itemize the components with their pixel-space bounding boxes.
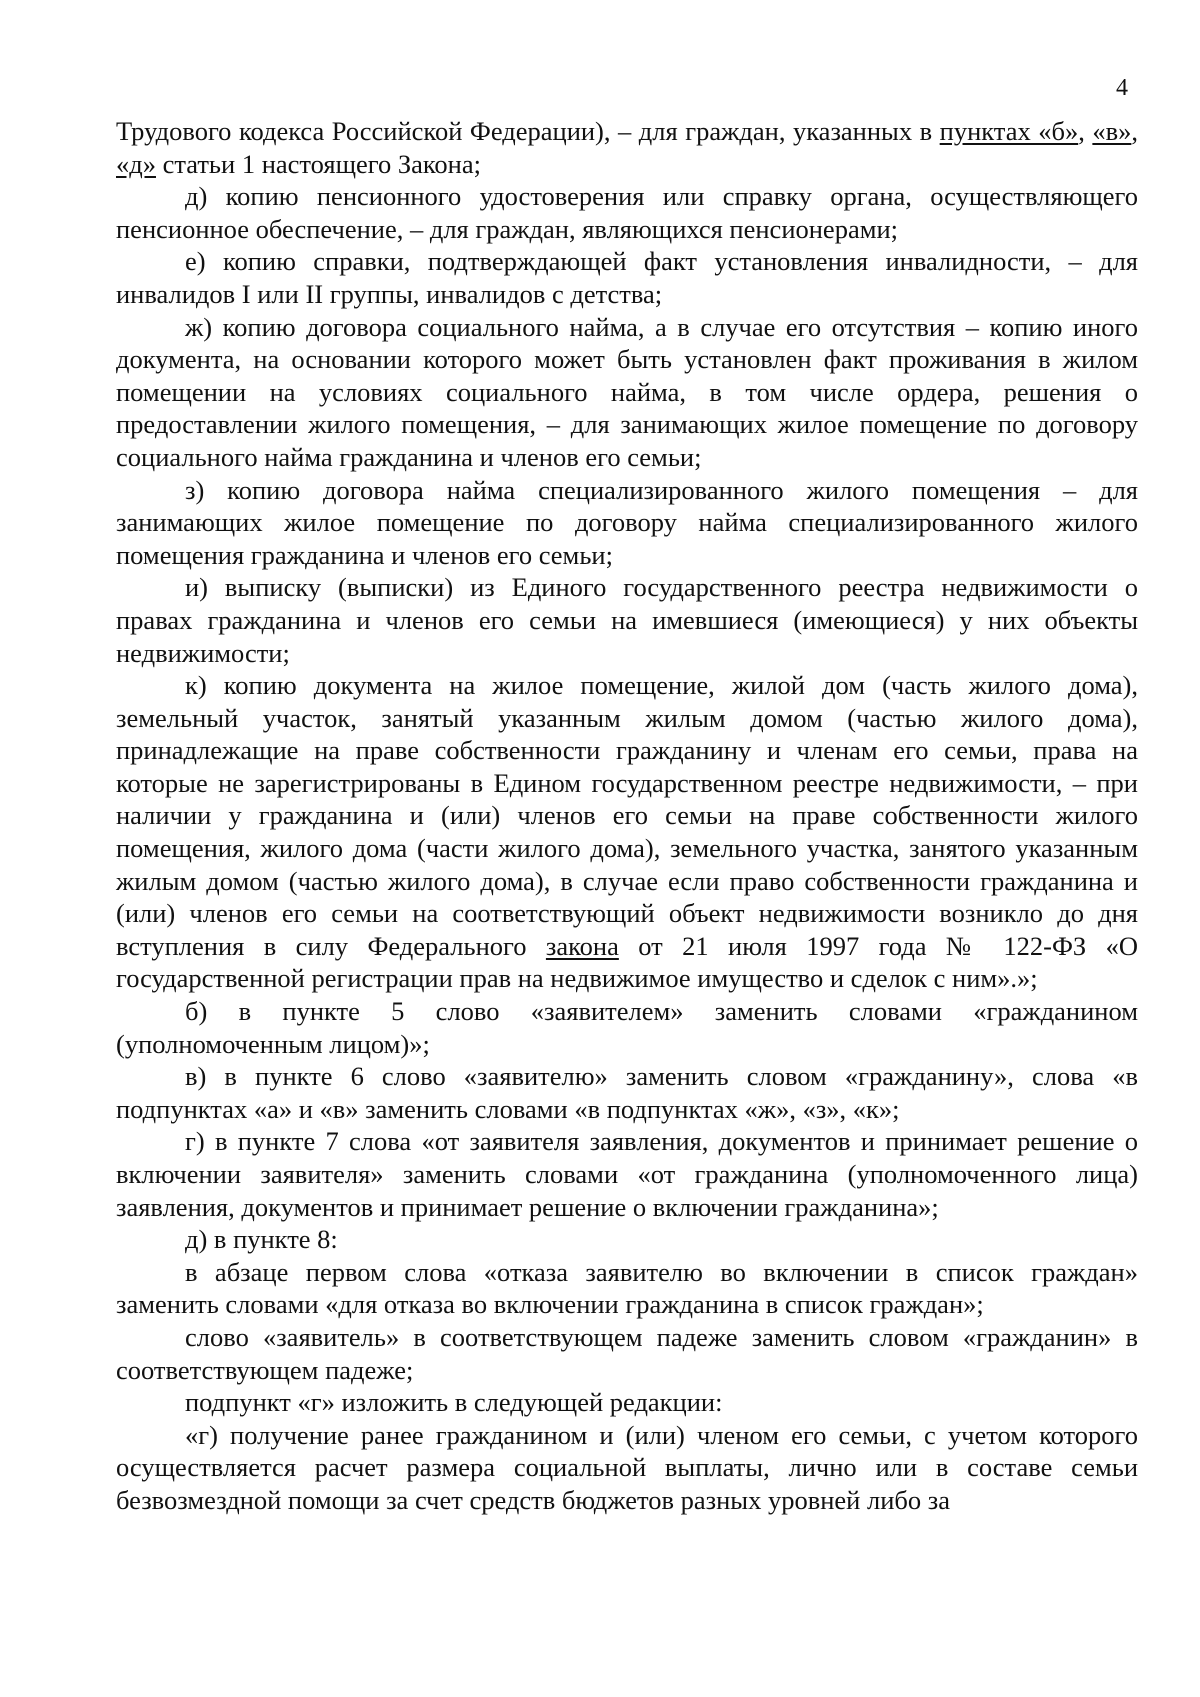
document-body xyxy=(116,115,1138,1517)
page-number: 4 xyxy=(1116,75,1128,101)
paragraph xyxy=(116,1256,1138,1321)
paragraph-text: , xyxy=(1131,116,1139,146)
paragraph xyxy=(116,311,1138,474)
legal-reference-link[interactable]: закона xyxy=(545,930,619,961)
paragraph xyxy=(116,1060,1138,1125)
paragraph-text: б) в пункте 5 слово «заявителем» заменить словами «гражданином (уполномоченным лицом)»; xyxy=(116,996,1138,1059)
paragraph xyxy=(116,245,1138,310)
paragraph xyxy=(116,1321,1138,1386)
paragraph xyxy=(116,571,1138,669)
paragraph-text: подпункт «г» изложить в следующей редакции: xyxy=(185,1387,723,1418)
paragraph xyxy=(116,1419,1138,1517)
paragraph-text: статьи 1 настоящего Закона; xyxy=(155,148,481,179)
paragraph xyxy=(116,115,1138,180)
legal-reference-link[interactable]: «в» xyxy=(1092,116,1132,146)
paragraph xyxy=(116,669,1138,995)
paragraph-text: «г) получение ранее гражданином и (или) членом его семьи, с учетом которого осуществляется расчет размера социальной выплаты, лично или в составе семьи безвозмездной помощи за счет средств бюджетов разных уровней либо за xyxy=(116,1419,1138,1515)
paragraph-text: е) копию справки, подтверждающей факт установления инвалидности, – для инвалидов I или II группы, инвалидов с детства; xyxy=(116,246,1138,309)
paragraph-text: к) копию документа на жилое помещение, жилой дом (часть жилого дома), земельный участок, занятый указанным жилым домом (частью жилого дома), принадлежащие на праве собственности гражданину и членам его семьи, права на которые не зарегистрированы в Едином государственном реестре недвижимости, – при наличии у гражданина и (или) членов его семьи на праве собственности жилого помещения, жилого дома (части жилого дома), земельного участка, занятого указанным жилым домом (частью жилого дома), в случае если право собственности гражданина и (или) членов его семьи на соответствующий объект недвижимости возникло до дня вступления в силу Федерального xyxy=(116,670,1138,961)
paragraph-text: , xyxy=(1078,116,1093,146)
paragraph-text: слово «заявитель» в соответствующем падеже заменить словом «гражданин» в соответствующем падеже; xyxy=(116,1321,1138,1385)
paragraph-text: в абзаце первом слова «отказа заявителю во включении в список граждан» заменить словами «для отказа во включении гражданина в список граждан»; xyxy=(116,1256,1138,1320)
legal-reference-link[interactable]: «д» xyxy=(116,148,156,179)
paragraph xyxy=(116,1125,1138,1223)
paragraph xyxy=(116,180,1138,245)
paragraph xyxy=(116,1386,1138,1419)
paragraph-text: д) в пункте 8: xyxy=(185,1224,338,1255)
paragraph xyxy=(116,1223,1138,1256)
paragraph-text: ж) копию договора социального найма, а в случае его отсутствия – копию иного документа, на основании которого может быть установлен факт проживания в жилом помещении на условиях социального найма, в том числе ордера, решения о предоставлении жилого помещения, – для занимающих жилое помещение по договору социального найма гражданина и членов его семьи; xyxy=(116,311,1138,472)
paragraph xyxy=(116,474,1138,572)
paragraph-text: и) выписку (выписки) из Единого государственного реестра недвижимости о правах гражданина и членов его семьи на имевшиеся (имеющиеся) у них объекты недвижимости; xyxy=(116,572,1138,668)
paragraph xyxy=(116,995,1138,1060)
paragraph-text: Трудового кодекса Российской Федерации), – для граждан, указанных в xyxy=(116,116,940,146)
paragraph-text: в) в пункте 6 слово «заявителю» заменить словом «гражданину», слова «в подпунктах «а» и «в» заменить словами «в подпунктах «ж», «з», «к»; xyxy=(116,1061,1138,1124)
paragraph-text: д) копию пенсионного удостоверения или справку органа, осуществляющего пенсионное обеспечение, – для граждан, являющихся пенсионерами; xyxy=(116,181,1138,244)
paragraph-text: от 21 июля 1997 года № 122-ФЗ «О государственной регистрации прав на недвижимое имущество и сделок с ним».»; xyxy=(116,930,1138,994)
legal-reference-link[interactable]: пунктах «б» xyxy=(939,116,1079,146)
paragraph-text: з) копию договора найма специализированного жилого помещения – для занимающих жилое помещение по договору найма специализированного жилого помещения гражданина и членов его семьи; xyxy=(116,474,1138,570)
paragraph-text: г) в пункте 7 слова «от заявителя заявления, документов и принимает решение о включении заявителя» заменить словами «от гражданина (уполномоченного лица) заявления, документов и принимает решение о включении гражданина»; xyxy=(116,1126,1138,1222)
